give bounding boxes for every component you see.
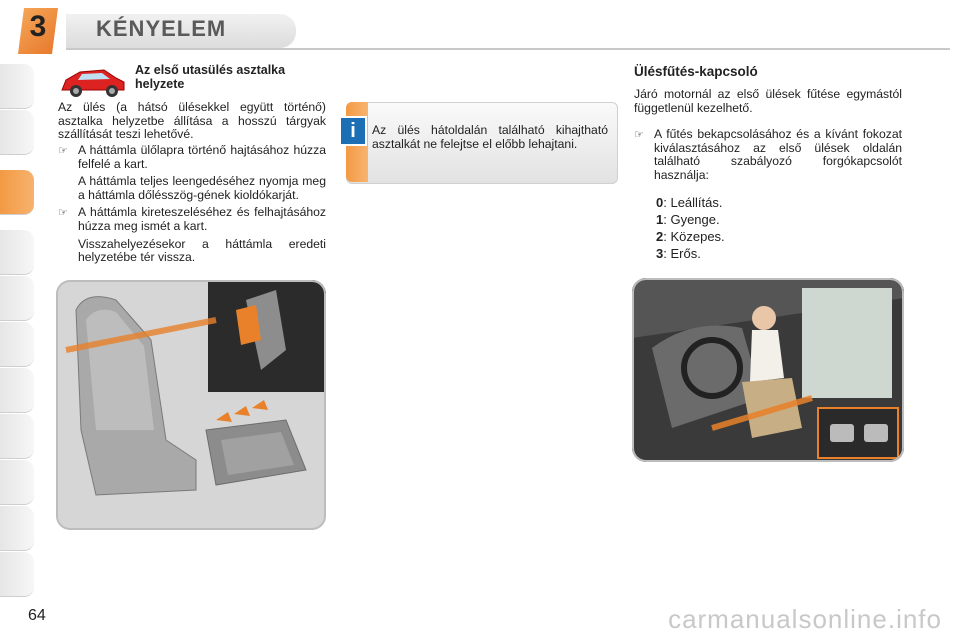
- level-number: 1: [656, 212, 664, 227]
- side-tab-active[interactable]: [0, 170, 34, 215]
- info-text: Az ülés hátoldalán található kihajtható asztalkát ne felejtse el előbb lehajtani.: [372, 123, 608, 151]
- info-icon: i: [339, 116, 367, 146]
- heating-intro: Járó motornál az első ülések fűtése egymástól függetlenül kezelhető.: [634, 87, 902, 115]
- bullet-text: A fűtés bekapcsolásához és a kívánt fokozat kiválasztásához az első ülések oldalán található szabályozó forgókapcsolót használja:: [654, 127, 902, 182]
- side-tab[interactable]: [0, 230, 34, 275]
- bullet-extra: Visszahelyezésekor a háttámla eredeti helyzetébe tér vissza.: [78, 236, 326, 265]
- side-tab[interactable]: [0, 460, 34, 505]
- bullet-extra: A háttámla teljes leengedéséhez nyomja meg a háttámla dőlésszög-gének kioldókarját.: [78, 174, 326, 202]
- section-heading-table: Az első utasülés asztalka helyzete: [135, 63, 286, 91]
- watermark: carmanualsonline.info: [668, 604, 942, 634]
- level-item: [656, 211, 725, 228]
- heating-bullet: [634, 128, 902, 182]
- side-tab[interactable]: [0, 276, 34, 321]
- chapter-number: 3: [29, 10, 47, 43]
- list-item: [58, 206, 326, 264]
- bullet-list: [58, 144, 326, 265]
- pointing-hand-icon: ☞: [58, 145, 68, 157]
- side-tab[interactable]: [0, 64, 34, 109]
- level-item: [656, 228, 725, 245]
- pointing-hand-icon: ☞: [634, 129, 644, 141]
- side-tab[interactable]: [0, 368, 34, 413]
- heating-levels: [656, 194, 725, 262]
- side-tab[interactable]: [0, 414, 34, 459]
- side-tab[interactable]: [0, 110, 34, 155]
- car-icon: [58, 64, 128, 100]
- level-label: : Közepes.: [663, 229, 725, 244]
- list-item: [58, 144, 326, 202]
- heating-switch-photo: [632, 278, 904, 462]
- section-heading-heating: Ülésfűtés-kapcsoló: [634, 64, 758, 79]
- level-number: 0: [656, 195, 664, 210]
- bullet-text: A háttámla ülőlapra történő hajtásához húzza felfelé a kart.: [78, 143, 326, 171]
- page-title: KÉNYELEM: [96, 16, 227, 41]
- level-number: 3: [656, 246, 664, 261]
- level-label: : Erős.: [663, 246, 701, 261]
- side-tab[interactable]: [0, 506, 34, 551]
- level-number: 2: [656, 229, 664, 244]
- level-label: : Leállítás.: [663, 195, 723, 210]
- side-tab[interactable]: [0, 552, 34, 597]
- header-divider: [66, 48, 950, 50]
- page-number: 64: [28, 607, 46, 624]
- intro-paragraph: Az ülés (a hátsó ülésekkel együtt történő) asztalka helyzetbe állítása a hosszú tárgyak szállítását teszi lehetővé.: [58, 100, 326, 142]
- list-item: [634, 128, 902, 182]
- level-item: [656, 194, 725, 211]
- level-label: : Gyenge.: [663, 212, 720, 227]
- side-tab[interactable]: [0, 322, 34, 367]
- seat-illustration: [56, 280, 326, 530]
- pointing-hand-icon: ☞: [58, 207, 68, 220]
- bullet-text: A háttámla kireteszeléséhez és felhajtásához húzza meg ismét a kart.: [78, 205, 326, 233]
- level-item: [656, 245, 725, 262]
